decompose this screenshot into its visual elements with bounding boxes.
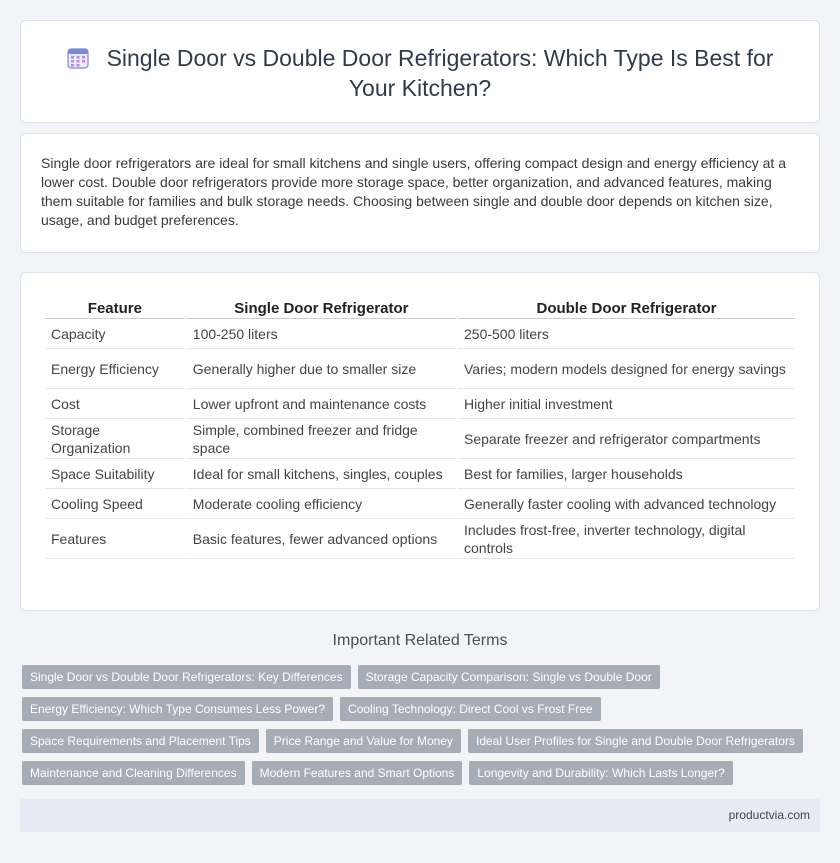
table-cell-single: Simple, combined freezer and fridge space: [187, 419, 456, 459]
table-row: [45, 389, 795, 419]
page-title-text: Single Door vs Double Door Refrigerators: Which Type Is Best for Your Kitchen?: [106, 45, 774, 101]
table-cell-double: 250-500 liters: [458, 319, 795, 349]
table-cell-feature: Space Suitability: [45, 459, 185, 489]
header-single-door: Single Door Refrigerator: [187, 295, 456, 319]
table-cell-feature: Cooling Speed: [45, 489, 185, 519]
comparison-table-card: [20, 272, 820, 611]
table-row: [45, 489, 795, 519]
related-term-tag[interactable]: Price Range and Value for Money: [266, 729, 461, 753]
summary-paragraph: Single door refrigerators are ideal for small kitchens and single users, offering compact design and energy efficiency at a lower cost. Double door refrigerators provide more storage space, better organization, and advanced features, making them suitable for families and bulk storage needs. Choosing between single and double door depends on kitchen size, usage, and budget preferences.: [41, 155, 787, 228]
header-double-door: Double Door Refrigerator: [458, 295, 795, 319]
table-cell-feature: Capacity: [45, 319, 185, 349]
related-terms-list: [22, 665, 812, 793]
footer: [20, 799, 820, 832]
tag-row: [22, 761, 812, 785]
table-cell-single: Lower upfront and maintenance costs: [187, 389, 456, 419]
related-term-tag[interactable]: Ideal User Profiles for Single and Double Door Refrigerators: [468, 729, 803, 753]
tag-row: [22, 729, 812, 753]
summary-card: [20, 133, 820, 253]
page-title: [21, 43, 819, 103]
table-cell-double: Includes frost-free, inverter technology, digital controls: [458, 519, 795, 559]
header-feature: Feature: [45, 295, 185, 319]
table-cell-double: Separate freezer and refrigerator compartments: [458, 419, 795, 459]
tag-row: [22, 697, 812, 721]
table-cell-feature: Cost: [45, 389, 185, 419]
table-row: [45, 419, 795, 459]
comparison-table: [43, 295, 797, 559]
related-term-tag[interactable]: Longevity and Durability: Which Lasts Longer?: [469, 761, 732, 785]
footer-site-link[interactable]: productvia.com: [728, 808, 810, 822]
tag-row: [22, 665, 812, 689]
table-cell-single: Generally higher due to smaller size: [187, 349, 456, 389]
table-cell-single: 100-250 liters: [187, 319, 456, 349]
related-term-tag[interactable]: Single Door vs Double Door Refrigerators: Key Differences: [22, 665, 351, 689]
table-cell-single: Ideal for small kitchens, singles, couples: [187, 459, 456, 489]
table-row: [45, 349, 795, 389]
table-header-row: [45, 295, 795, 319]
table-cell-feature: Features: [45, 519, 185, 559]
related-terms-heading: Important Related Terms: [332, 632, 508, 649]
title-card: [20, 20, 820, 123]
table-row: [45, 519, 795, 559]
related-term-tag[interactable]: Space Requirements and Placement Tips: [22, 729, 259, 753]
table-cell-single: Moderate cooling efficiency: [187, 489, 456, 519]
table-cell-feature: Storage Organization: [45, 419, 185, 459]
table-cell-single: Basic features, fewer advanced options: [187, 519, 456, 559]
table-cell-double: Best for families, larger households: [458, 459, 795, 489]
table-row: [45, 459, 795, 489]
related-term-tag[interactable]: Maintenance and Cleaning Differences: [22, 761, 245, 785]
table-cell-double: Higher initial investment: [458, 389, 795, 419]
related-term-tag[interactable]: Cooling Technology: Direct Cool vs Frost Free: [340, 697, 601, 721]
table-row: [45, 319, 795, 349]
table-cell-feature: Energy Efficiency: [45, 349, 185, 389]
calendar-icon: [67, 47, 89, 69]
related-term-tag[interactable]: Modern Features and Smart Options: [252, 761, 463, 785]
related-term-tag[interactable]: Storage Capacity Comparison: Single vs Double Door: [358, 665, 660, 689]
related-term-tag[interactable]: Energy Efficiency: Which Type Consumes Less Power?: [22, 697, 333, 721]
table-cell-double: Generally faster cooling with advanced technology: [458, 489, 795, 519]
table-cell-double: Varies; modern models designed for energy savings: [458, 349, 795, 389]
